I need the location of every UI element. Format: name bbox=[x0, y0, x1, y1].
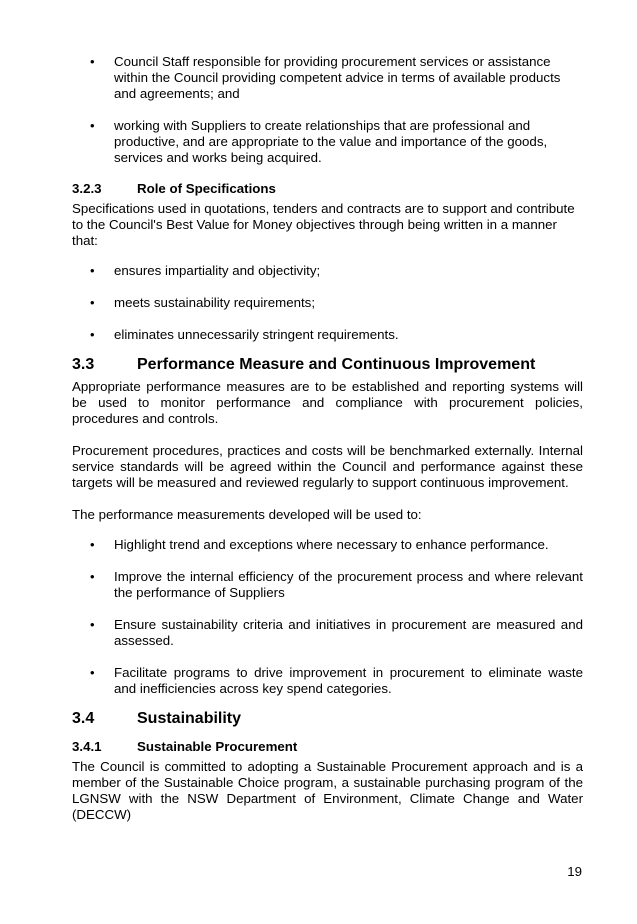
list-item: • working with Suppliers to create relationships that are professional and productive, and are appropriate to the value and importance of the goods, services and works being acquired. bbox=[90, 118, 548, 165]
paragraph: Specifications used in quotations, tenders and contracts are to support and contribute to the Council's Best Value for Money objectives through being written in a manner that: bbox=[72, 201, 575, 248]
paragraph: Procurement procedures, practices and costs will be benchmarked externally. Internal service standards will be agreed within the Council and performance against these targets will be measured and reviewed regularly to support continuous improvement. bbox=[72, 443, 583, 490]
paragraph: The Council is committed to adopting a Sustainable Procurement approach and is a member of the Sustainable Choice program, a sustainable purchasing program of the LGNSW with the NSW Department of Environment, Climate Change and Water (DECCW) bbox=[72, 759, 583, 822]
list-item: • eliminates unnecessarily stringent requirements. bbox=[90, 327, 399, 342]
bullet-icon: • bbox=[90, 295, 95, 310]
page-number: 19 bbox=[567, 864, 582, 879]
list-item: • Highlight trend and exceptions where necessary to enhance performance. bbox=[90, 537, 549, 552]
paragraph: The performance measurements developed will be used to: bbox=[72, 507, 422, 522]
section-heading-3-2-3: 3.2.3 Role of Specifications bbox=[72, 181, 276, 196]
list-item: • Improve the internal efficiency of the procurement process and where relevant the performance of Suppliers bbox=[90, 569, 583, 600]
bullet-icon: • bbox=[90, 665, 95, 680]
bullet-icon: • bbox=[90, 118, 95, 133]
intro-bullet-list bbox=[72, 54, 583, 166]
list-item: • Council Staff responsible for providing procurement services or assistance within the Council providing competent advice in terms of available products and agreements; and bbox=[90, 54, 561, 101]
bullet-icon: • bbox=[90, 617, 95, 632]
bullet-icon: • bbox=[90, 263, 95, 278]
list-item: • meets sustainability requirements; bbox=[90, 295, 316, 310]
list-item: • ensures impartiality and objectivity; bbox=[90, 263, 321, 278]
list-item: • Facilitate programs to drive improvement in procurement to eliminate waste and inefficiencies across key spend categories. bbox=[90, 665, 583, 696]
performance-bullet-list bbox=[72, 537, 583, 697]
specifications-bullet-list bbox=[72, 263, 583, 343]
section-heading-3-4-1: 3.4.1 Sustainable Procurement bbox=[72, 739, 298, 754]
bullet-icon: • bbox=[90, 537, 95, 552]
bullet-icon: • bbox=[90, 569, 95, 584]
bullet-icon: • bbox=[90, 327, 95, 342]
document-page bbox=[72, 54, 583, 823]
list-item: • Ensure sustainability criteria and initiatives in procurement are measured and assessed. bbox=[90, 617, 583, 648]
section-heading-3-3: 3.3 Performance Measure and Continuous Improvement bbox=[72, 356, 536, 373]
section-heading-3-4: 3.4 Sustainability bbox=[72, 710, 242, 727]
bullet-icon: • bbox=[90, 54, 95, 69]
paragraph: Appropriate performance measures are to be established and reporting systems will be used to monitor performance and compliance with procurement policies, procedures and controls. bbox=[72, 379, 583, 426]
